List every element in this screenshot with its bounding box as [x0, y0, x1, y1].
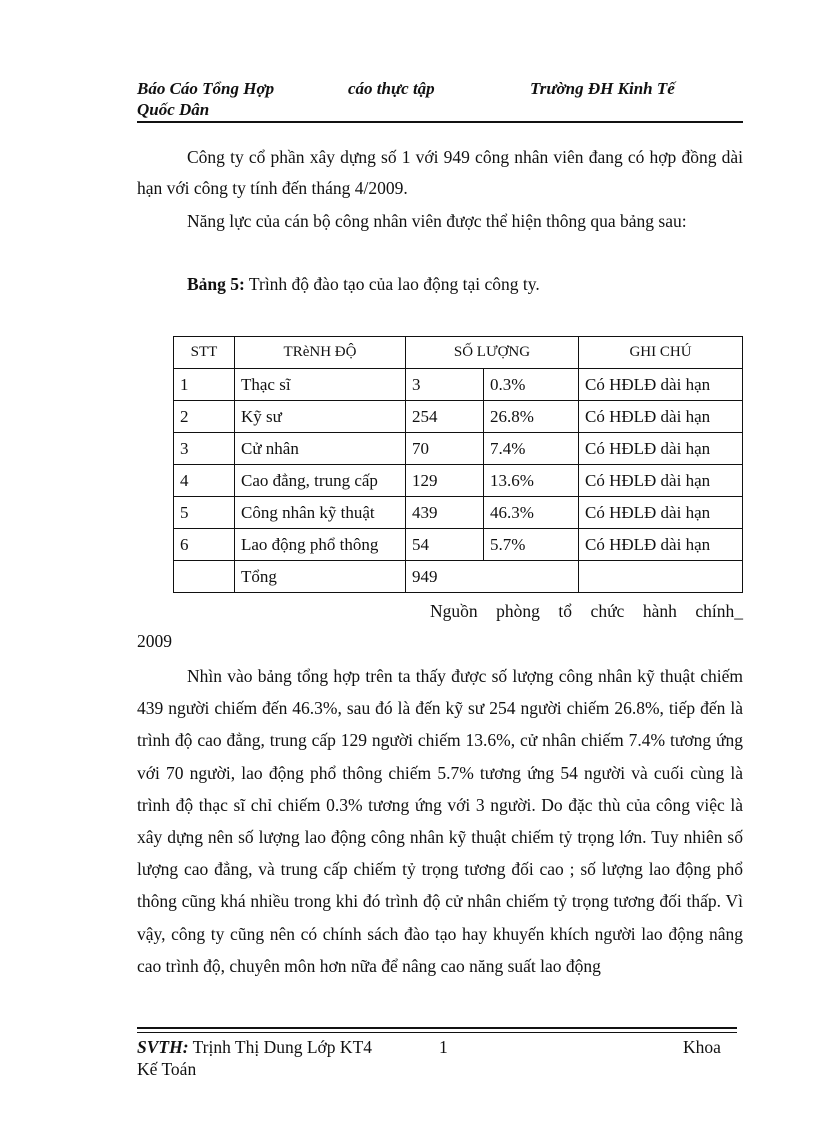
cell-empty [174, 561, 235, 593]
total-label: Tổng [235, 561, 406, 593]
header-divider [137, 121, 743, 123]
cell-stt: 4 [174, 465, 235, 497]
table-row [174, 369, 743, 401]
cell-count: 54 [406, 529, 484, 561]
footer-line2: Kế Toán [137, 1059, 197, 1079]
cell-level: Lao động phổ thông [235, 529, 406, 561]
cell-note: Có HĐLĐ dài hạn [579, 369, 743, 401]
footer-student [137, 1036, 372, 1058]
header-trinh-do: TRèNH ĐỘ [235, 337, 406, 369]
cell-percent: 0.3% [484, 369, 579, 401]
cell-level: Kỹ sư [235, 401, 406, 433]
page-number: 1 [439, 1037, 448, 1057]
caption-label: Bảng 5: [187, 274, 245, 294]
table-row [174, 433, 743, 465]
cell-count: 3 [406, 369, 484, 401]
header-center: cáo thực tập [348, 79, 435, 98]
cell-count: 439 [406, 497, 484, 529]
header-right: Trường ĐH Kinh Tế [530, 79, 675, 98]
total-value: 949 [406, 561, 579, 593]
table-source-year: 2009 [137, 631, 172, 651]
footer-svth-text: Trịnh Thị Dung Lớp KT4 [188, 1037, 373, 1057]
cell-level: Cao đẳng, trung cấp [235, 465, 406, 497]
header-stt: STT [174, 337, 235, 369]
cell-percent: 7.4% [484, 433, 579, 465]
footer-divider-thin [137, 1032, 737, 1033]
cell-percent: 46.3% [484, 497, 579, 529]
cell-level: Công nhân kỹ thuật [235, 497, 406, 529]
cell-percent: 5.7% [484, 529, 579, 561]
cell-count: 129 [406, 465, 484, 497]
table-caption [187, 270, 540, 298]
header-ghi-chu: GHI CHÚ [579, 337, 743, 369]
caption-text: Trình độ đào tạo của lao động tại công ty. [244, 274, 540, 294]
table-source: Nguồn phòng tổ chức hành chính_ [430, 601, 743, 621]
cell-stt: 6 [174, 529, 235, 561]
header-line2: Quốc Dân [137, 100, 210, 119]
table-row [174, 465, 743, 497]
table-row [174, 497, 743, 529]
cell-stt: 3 [174, 433, 235, 465]
table-header-row [174, 337, 743, 369]
paragraph-intro: Công ty cổ phần xây dựng số 1 với 949 công nhân viên đang có hợp đồng dài hạn với công ty tính đến tháng 4/2009. [137, 147, 743, 198]
cell-stt: 5 [174, 497, 235, 529]
cell-count: 70 [406, 433, 484, 465]
table-row [174, 529, 743, 561]
cell-note: Có HĐLĐ dài hạn [579, 529, 743, 561]
header-so-luong: SỐ LƯỢNG [406, 337, 579, 369]
table-total-row [174, 561, 743, 593]
paragraph-analysis: Nhìn vào bảng tổng hợp trên ta thấy được số lượng công nhân kỹ thuật chiếm 439 người chiếm đến 46.3%, sau đó là đến kỹ sư 254 người chiếm 26.8%, tiếp đến là trình độ cao đẳng, trung cấp 129 người chiếm 13.6%, cử nhân chiếm 7.4% tương ứng với 70 người, lao động phổ thông chiếm 5.7% tương ứng 54 người và cuối cùng là trình độ thạc sĩ chỉ chiếm 0.3% tương ứng với 3 người. Do đặc thù của công việc là xây dựng nên số lượng lao động công nhân kỹ thuật chiếm tỷ trọng lớn. Tuy nhiên số lượng cao đẳng, và trung cấp chiếm tỷ trọng tương đối cao ; số lượng lao động phổ thông cũng khá nhiều trong khi đó trình độ cử nhân chiếm tỷ trọng tương đối thấp. Vì vậy, công ty cũng nên có chính sách đào tạo hay khuyến khích người lao động nâng cao trình độ, chuyên môn hơn nữa để nâng cao năng suất lao động [137, 666, 743, 976]
cell-stt: 2 [174, 401, 235, 433]
footer-svth-label: SVTH: [137, 1037, 189, 1057]
cell-empty [579, 561, 743, 593]
cell-percent: 13.6% [484, 465, 579, 497]
cell-note: Có HĐLĐ dài hạn [579, 465, 743, 497]
cell-note: Có HĐLĐ dài hạn [579, 433, 743, 465]
header-left: Báo Cáo Tổng Hợp [137, 79, 275, 98]
cell-stt: 1 [174, 369, 235, 401]
footer-divider [137, 1027, 737, 1029]
cell-level: Cử nhân [235, 433, 406, 465]
paragraph-lead: Năng lực của cán bộ công nhân viên được thể hiện thông qua bảng sau: [187, 211, 687, 231]
table-row [174, 401, 743, 433]
cell-note: Có HĐLĐ dài hạn [579, 497, 743, 529]
cell-count: 254 [406, 401, 484, 433]
cell-level: Thạc sĩ [235, 369, 406, 401]
training-table [173, 336, 743, 593]
footer-right: Khoa [683, 1037, 721, 1057]
cell-percent: 26.8% [484, 401, 579, 433]
page-header [137, 78, 743, 120]
cell-note: Có HĐLĐ dài hạn [579, 401, 743, 433]
